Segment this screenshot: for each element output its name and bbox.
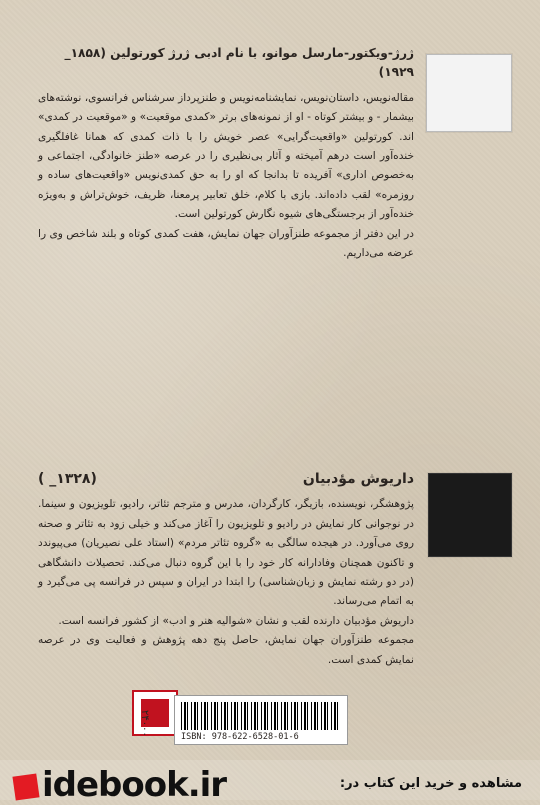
barcode: [174, 695, 348, 745]
isbn-label: ISBN: 978-622-6528-01-6: [181, 732, 299, 742]
moadabian-title: [38, 470, 414, 489]
moadabian-years: (۱۳۲۸_ ): [38, 471, 97, 487]
moadabian-portrait: [428, 473, 512, 557]
price-label: ۲۴۰۰۰: [139, 710, 150, 737]
courteline-title: ژرژ-ویکتور-مارسل موانو، با نام ادبی ژرژ کورتولین (۱۸۵۸_ ۱۹۲۹): [64, 46, 414, 80]
brand-icon: [12, 773, 39, 800]
section-moadabian: [38, 470, 414, 670]
moadabian-paragraph-3: مجموعه طنزآوران جهان نمایش، حاصل پنج دهه پژوهش و فعالیت وی در عرصه نمایش کمدی است.: [38, 634, 414, 666]
footer-caption: مشاهده و خرید این کتاب در:: [339, 776, 522, 791]
moadabian-paragraph-2: داریوش مؤدبیان دارنده لقب و نشان «شوالیه هنر و ادب» از کشور فرانسه است.: [58, 614, 414, 627]
courteline-paragraph-1: مقاله‌نویس، داستان‌نویس، نمایشنامه‌نویس و طنزپرداز سرشناس فرانسوی، نوشته‌های بیشمار - و بیشتر کوتاه - او از نمونه‌های برتر «کمدی موقعیت» و «موقعیت در کمدی» اند. کورتولین «واقعیت‌گرایی» عصر خویش را با ذات کمدی که همانا غافلگیری خنده‌آور است درهم آمیخته و آثار بی‌نظیری را در عرصه «طنز خانوادگی، اجتماعی و به‌خصوص اداری» آفریده تا بدانجا که او را به حق کمدی‌نویس «واقعیت‌های ساده و روزمره» لقب داده‌اند. بازی با کلام، خلق تعابیر پرمعنا، ظریف، خوش‌تراش و به‌ویژه خنده‌آور از برجستگی‌های شیوه نگارش کورتولین است.: [38, 91, 414, 221]
moadabian-name: داریوش مؤدبیان: [302, 471, 414, 487]
site-brand[interactable]: [14, 765, 226, 805]
moadabian-paragraph-1: پژوهشگر، نویسنده، بازیگر، کارگردان، مدرس و مترجم تئاتر، رادیو، تلویزیون و سینما. در نوجوانی کار نمایش در رادیو و تلویزیون را آغاز می‌کند و خیلی زود به تئاتر و صحنه روی می‌آورد. در هیجده سالگی به «گروه تئاتر مردم» (استاد علی نصیریان) می‌پیوندد و تاکنون همچنان وفادارانه کار خود را با این گروه دنبال می‌کند. تحصیلات دانشگاهی (در دو رشته نمایش و زبان‌شناسی) را ابتدا در ایران و سپس در فرانسه پی می‌گیرد و به اتمام می‌رساند.: [38, 498, 414, 608]
brand-text: idebook.ir: [42, 765, 227, 805]
section-courteline: [38, 44, 414, 263]
courteline-portrait: [426, 54, 512, 132]
courteline-paragraph-2: در این دفتر از مجموعه طنزآوران جهان نمایش، هفت کمدی کوتاه و بلند شاخص وی را عرضه می‌داریم.: [38, 227, 414, 260]
barcode-lines-icon: [181, 702, 341, 730]
